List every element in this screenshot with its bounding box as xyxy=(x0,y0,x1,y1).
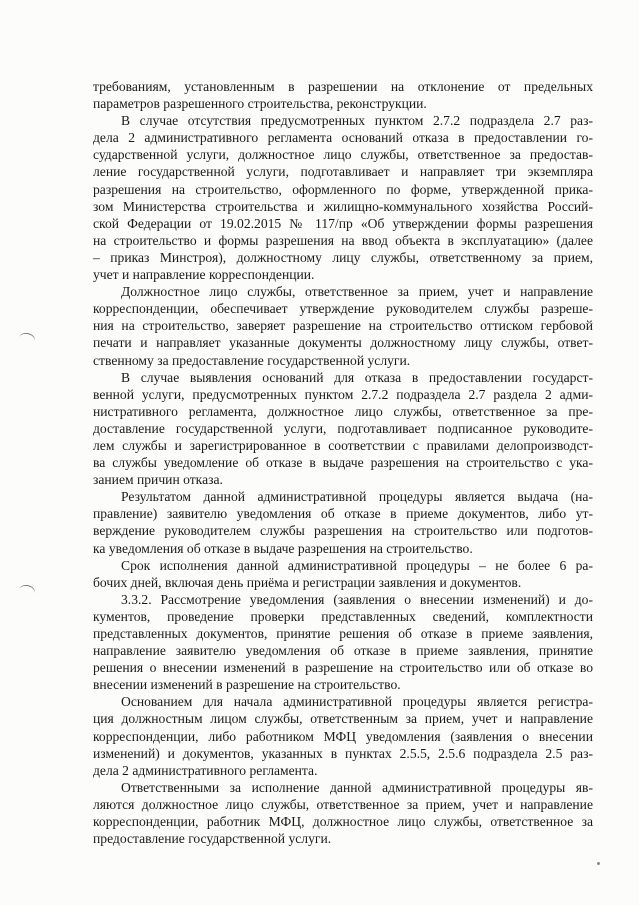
text-line: ция должностным лицом службы, ответственным за прием, учет и направление xyxy=(93,711,593,727)
text-line: нистративного регламента, должностное лицо службы, ответственное за пре- xyxy=(93,403,593,419)
text-line: бочих дней, включая день приёма и регистрации заявления и документов. xyxy=(93,574,522,590)
text-line: сударственной услуги, должностное лицо службы, ответственное за предостав- xyxy=(93,147,593,163)
text-line: представленных документов, принятие решения об отказе в приеме заявления, xyxy=(93,626,593,641)
text-line: В случае отсутствия предусмотренных пунктом 2.7.2 подраздела 2.7 раз- xyxy=(121,113,593,129)
text-line: дела 2 административного регламента оснований отказа в предоставлении го- xyxy=(93,130,593,146)
text-line: 3.3.2. Рассмотрение уведомления (заявления о внесении изменений) и до- xyxy=(121,591,593,607)
text-line: кументов, проведение проверки представленных сведений, комплектности xyxy=(93,608,593,624)
text-line: зом Министерства строительства и жилищно-коммунального хозяйства Россий- xyxy=(93,198,593,214)
text-line: правление) заявителю уведомления об отказе в приеме документов, либо ут- xyxy=(93,506,593,522)
text-line: – приказ Минстроя), должностному лицу службы, ответственному за прием, xyxy=(93,249,593,265)
text-line: Результатом данной административной процедуры является выдача (на- xyxy=(121,489,593,505)
text-line: Ответственными за исполнение данной административной процедуры яв- xyxy=(121,779,593,795)
text-line: Должностное лицо службы, ответственное за прием, учет и направление xyxy=(121,284,593,300)
text-line: занием причин отказа. xyxy=(93,472,223,488)
text-line: учет и направление корреспонденции. xyxy=(93,267,315,283)
text-line: Срок исполнения данной административной процедуры – не более 6 ра- xyxy=(121,557,593,573)
text-line: печати и направляет указанные документы должностному лицу службы, ответ- xyxy=(93,335,593,351)
text-line: доставление государственной услуги, подготавливает подписанное руководите- xyxy=(93,420,593,436)
text-line: ление государственной услуги, подготавливает и направляет три экземпляра xyxy=(93,164,593,180)
text-line: изменений) и документов, указанных в пунктах 2.5.5, 2.5.6 подраздела 2.5 раз- xyxy=(93,745,593,761)
text-line: ка уведомления об отказе в выдаче разрешения на строительство. xyxy=(93,540,473,556)
scan-speck xyxy=(597,862,600,865)
punch-hole-mark xyxy=(18,583,37,599)
text-line: ственному за предоставление государственной услуги. xyxy=(93,352,411,368)
text-line: внесении изменений в разрешение на строительство. xyxy=(93,677,401,693)
text-line: ляются должностное лицо службы, ответственное за прием, учет и направление xyxy=(93,796,593,812)
document-body xyxy=(93,78,593,847)
text-line: параметров разрешенного строительства, реконструкции. xyxy=(93,96,427,112)
text-line: на строительство и формы разрешения на ввод объекта в эксплуатацию» (далее xyxy=(93,232,593,248)
text-line: венной услуги, предусмотренных пунктом 2.7.2 подраздела 2.7 раздела 2 адми- xyxy=(93,386,593,402)
text-line: корреспонденции, работник МФЦ, должностное лицо службы, ответственное за xyxy=(93,814,593,830)
punch-hole-mark xyxy=(18,331,37,347)
text-line: направление заявителю уведомления об отказе в приеме заявления, принятие xyxy=(93,643,593,659)
text-line: корреспонденции, либо работником МФЦ уведомления (заявления о внесении xyxy=(93,728,593,744)
text-line: ской Федерации от 19.02.2015 № 117/пр «Об утверждении формы разрешения xyxy=(93,215,593,231)
text-line: Основанием для начала административной процедуры является регистра- xyxy=(121,694,593,710)
text-line: ния на строительство, заверяет разрешение на строительство оттиском гербовой xyxy=(93,318,593,334)
text-line: верждение руководителем службы разрешения на строительство или подготов- xyxy=(93,523,593,539)
text-line: корреспонденции, обеспечивает утверждение руководителем службы разреше- xyxy=(93,301,593,317)
text-line: разрешения на строительство, оформленного по форме, утвержденной прика- xyxy=(93,181,593,197)
text-line: дела 2 административного регламента. xyxy=(93,762,318,778)
text-line: В случае выявления оснований для отказа в предоставлении государст- xyxy=(121,369,593,385)
text-line: решения о внесении изменений в разрешение на строительство или об отказе во xyxy=(93,660,593,676)
text-line: лем службы и зарегистрированное в соответствии с правилами делопроизводст- xyxy=(93,437,593,453)
text-line: предоставление государственной услуги. xyxy=(93,831,332,847)
text-line: ва службы уведомление об отказе в выдаче разрешения на строительство с ука- xyxy=(93,455,593,471)
text-line: требованиям, установленным в разрешении на отклонение от предельных xyxy=(93,79,593,94)
